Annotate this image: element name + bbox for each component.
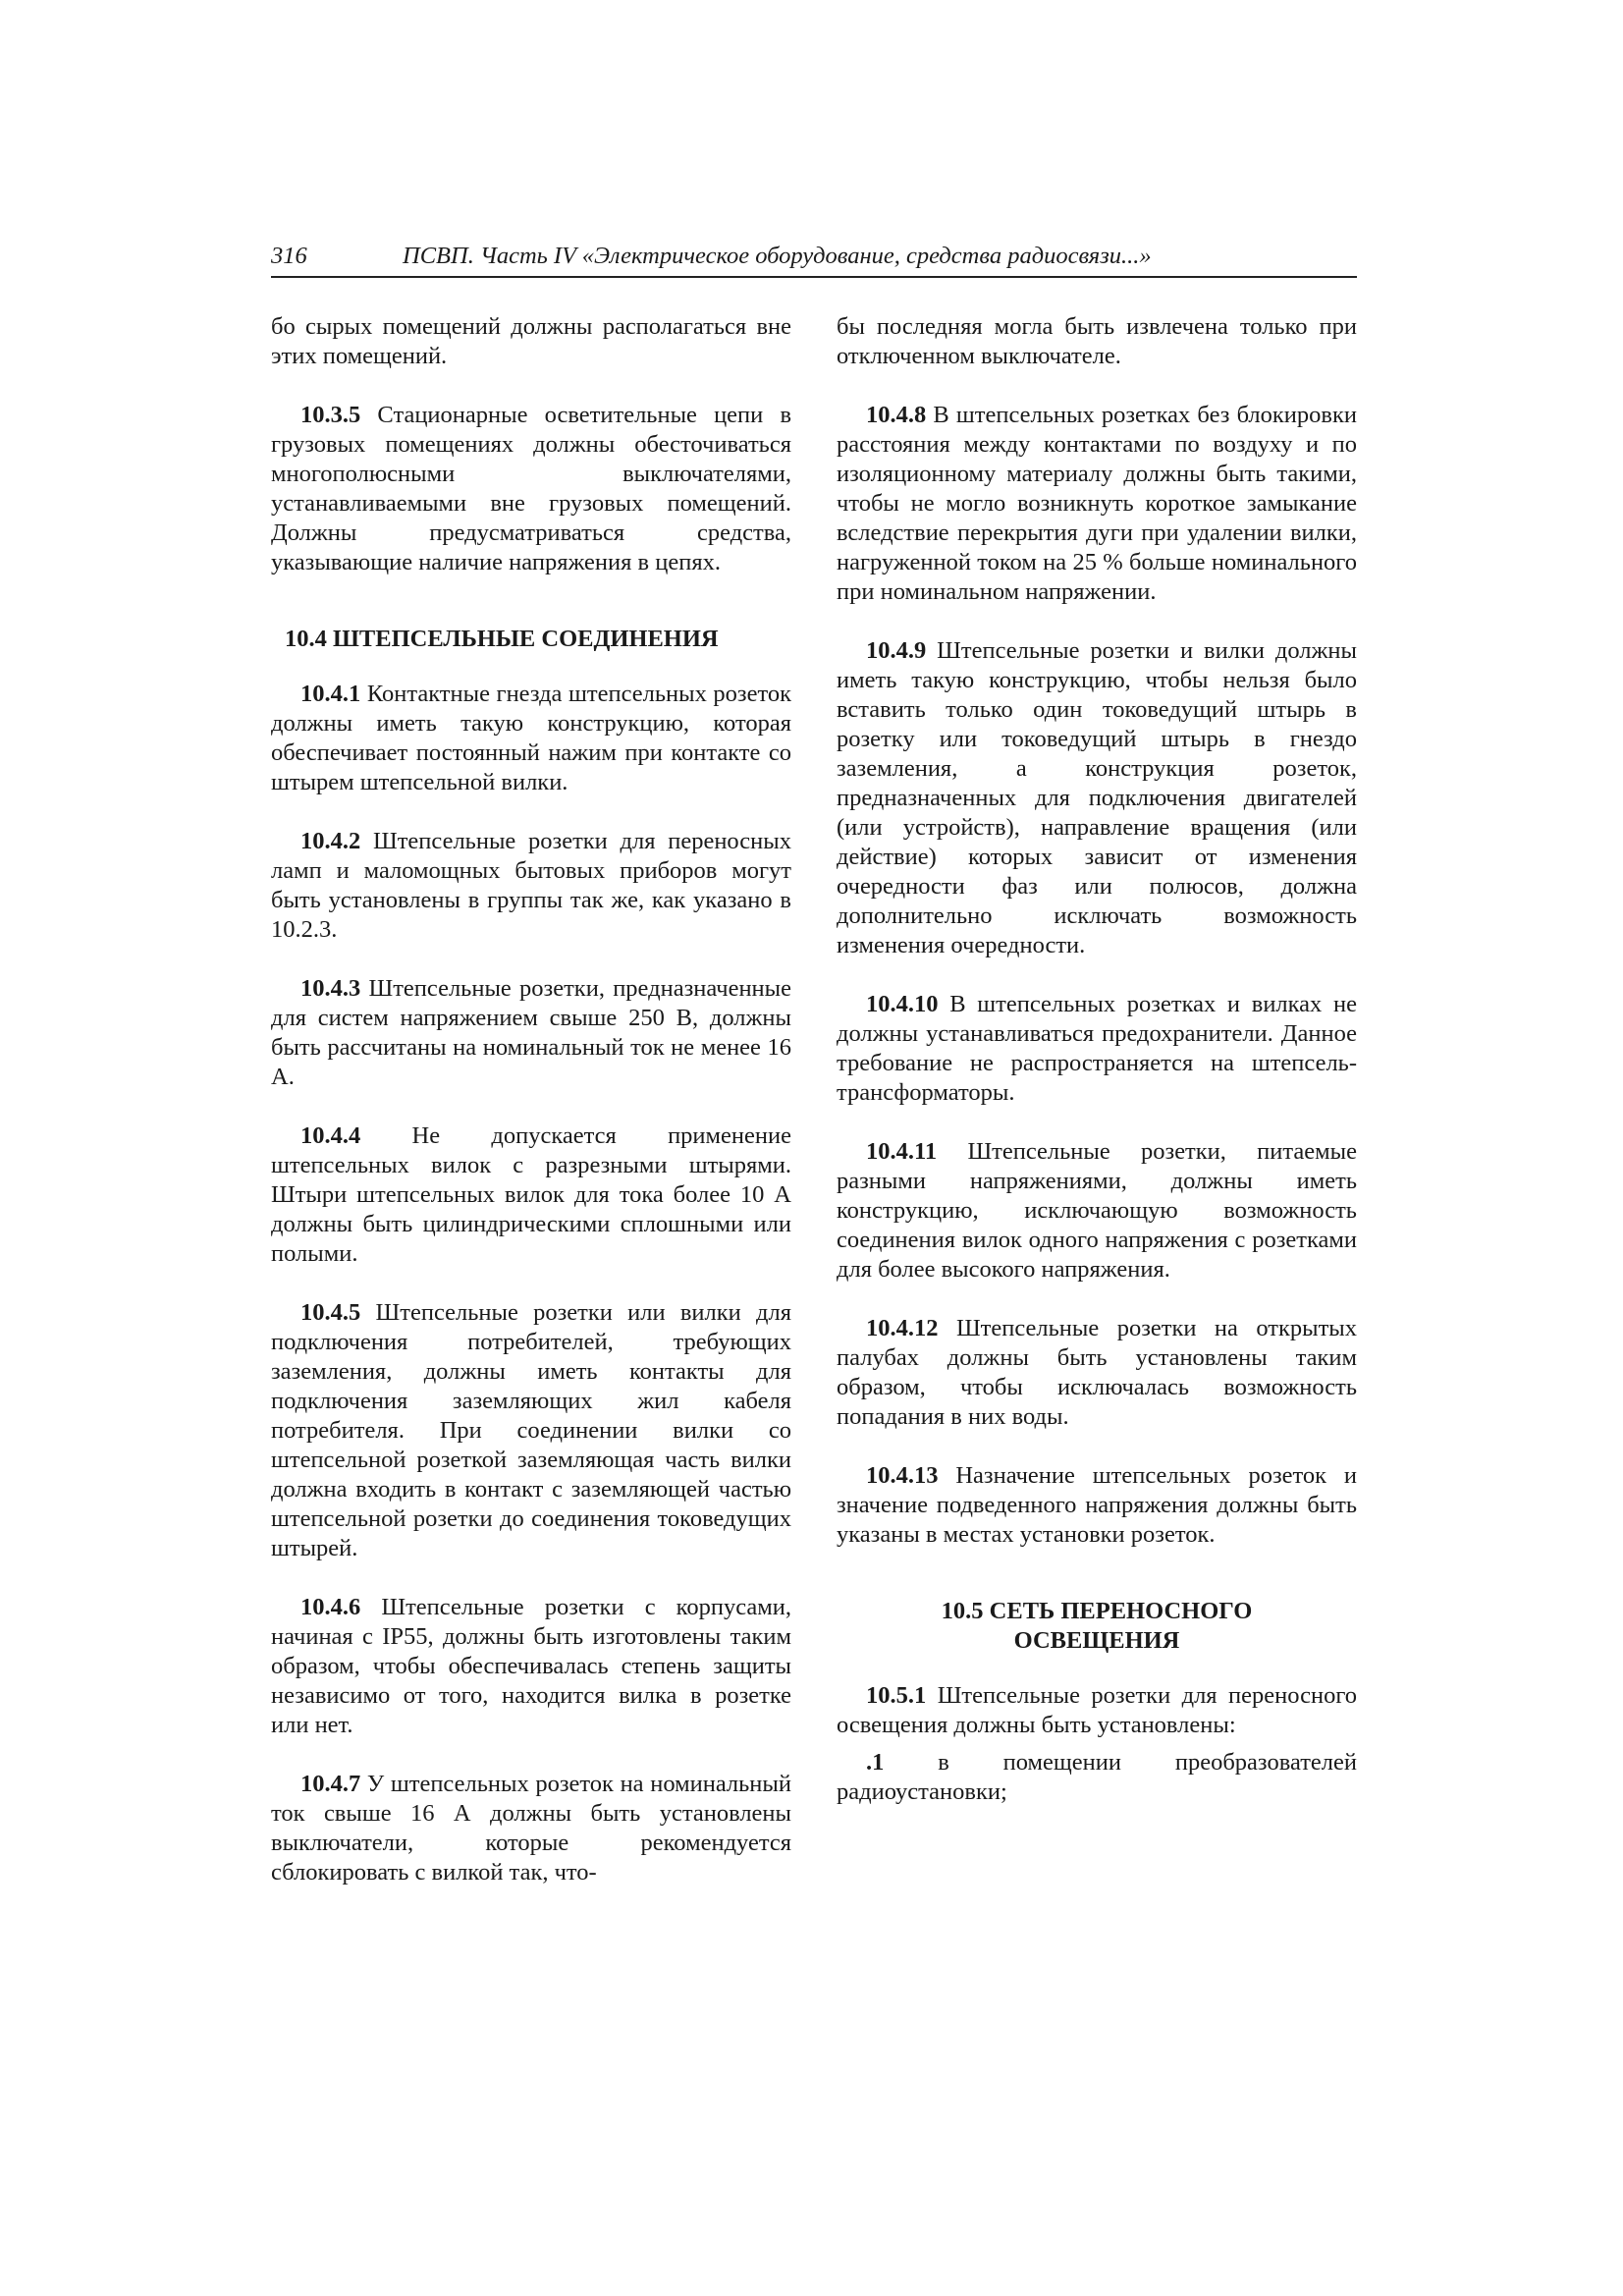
paragraph-text: Штепсельные розетки для переносных ламп и маломощных бытовых приборов могут быть установлены в группы так же, как указано в 10.2.3. xyxy=(271,828,791,943)
paragraph-text: В штепсельных розетках без блокировки расстояния между контактами по воздуху и по изоляционному материалу должны быть такими, чтобы не могло возникнуть короткое замыкание вследствие перекрытия дуги при удалении вилки, нагруженной током на 25 % больше номинального при номинальном напряжении. xyxy=(837,402,1357,605)
paragraph-text: У штепсельных розеток на номинальный ток свыше 16 А должны быть установлены выключатели, которые рекомендуется сблокировать с вилкой так, что- xyxy=(271,1771,791,1886)
item-text: в помещении преобразователей радиоустановки; xyxy=(837,1749,1357,1805)
right-column xyxy=(837,312,1357,1807)
paragraph-text: Штепсельные розетки, предназначенные для систем напряжением свыше 250 В, должны быть рассчитаны на номинальный ток не менее 16 А. xyxy=(271,975,791,1090)
heading-line-1: 10.5 СЕТЬ ПЕРЕНОСНОГО xyxy=(941,1598,1253,1624)
section-heading-10-5 xyxy=(837,1597,1357,1656)
heading-line-2: ОСВЕЩЕНИЯ xyxy=(1013,1627,1180,1654)
clause-number: 10.4.10 xyxy=(866,991,939,1017)
paragraph-10-4-6 xyxy=(271,1593,791,1740)
paragraph-10-4-1 xyxy=(271,680,791,797)
paragraph-10-4-5 xyxy=(271,1298,791,1563)
page-number: 316 xyxy=(271,243,307,269)
paragraph-text: Назначение штепсельных розеток и значение подведенного напряжения должны быть указаны в местах установки розеток. xyxy=(837,1462,1357,1548)
paragraph-10-4-11 xyxy=(837,1137,1357,1285)
paragraph-text: Контактные гнезда штепсельных розеток должны иметь такую конструкцию, которая обеспечивает постоянный нажим при контакте со штырем штепсельной вилки. xyxy=(271,681,792,795)
paragraph-text: Штепсельные розетки или вилки для подключения потребителей, требующих заземления, должны иметь контакты для подключения заземляющих жил кабеля потребителя. При соединении вилки со штепсельной розеткой заземляющая часть вилки должна входить в контакт с заземляющей частью штепсельной розетки до соединения токоведущих штырей. xyxy=(271,1299,792,1561)
paragraph-text: Штепсельные розетки, питаемые разными напряжениями, должны иметь конструкцию, исключающую возможность соединения вилок одного напряжения с розетками для более высокого напряжения. xyxy=(837,1138,1357,1283)
clause-number: 10.4.11 xyxy=(866,1138,938,1165)
clause-number: 10.5.1 xyxy=(866,1682,927,1709)
paragraph-text: Стационарные осветительные цепи в грузовых помещениях должны обесточиваться многополюсными выключателями, устанавливаемыми вне грузовых помещений. Должны предусматриваться средства, указывающие наличие напряжения в цепях. xyxy=(271,402,792,575)
clause-number: 10.4.6 xyxy=(300,1594,361,1620)
clause-number: 10.4.2 xyxy=(300,828,361,854)
paragraph-10-4-7 xyxy=(271,1770,791,1887)
clause-number: 10.4.4 xyxy=(300,1122,361,1149)
list-item-1 xyxy=(837,1748,1357,1807)
clause-number: 10.4.7 xyxy=(300,1771,361,1797)
running-header xyxy=(271,239,1357,278)
paragraph-continued xyxy=(271,312,791,371)
paragraph-text: Штепсельные розетки с корпусами, начиная с IP55, должны быть изготовлены таким образом, чтобы обеспечивалась степень защиты независимо от того, находится вилка в розетке или нет. xyxy=(271,1594,791,1738)
paragraph-10-4-13 xyxy=(837,1461,1357,1550)
paragraph-continued xyxy=(837,312,1357,371)
paragraph-10-4-2 xyxy=(271,827,791,945)
section-heading-10-4: 10.4 ШТЕПСЕЛЬНЫЕ СОЕДИНЕНИЯ xyxy=(285,626,719,652)
paragraph-text: бо сырых помещений должны располагаться вне этих помещений. xyxy=(271,313,791,369)
paragraph-10-3-5 xyxy=(271,401,791,577)
paragraph-text: бы последняя могла быть извлечена только при отключенном выключателе. xyxy=(837,313,1357,369)
clause-number: 10.4.12 xyxy=(866,1315,939,1341)
paragraph-text: В штепсельных розетках и вилках не должны устанавливаться предохранители. Данное требование не распространяется на штепсель-трансформаторы. xyxy=(837,991,1358,1106)
paragraph-10-4-4 xyxy=(271,1121,791,1269)
paragraph-text: Штепсельные розетки на открытых палубах должны быть установлены таким образом, чтобы исключалась возможность попадания в них воды. xyxy=(837,1315,1358,1430)
clause-number: 10.4.1 xyxy=(300,681,361,707)
paragraph-10-5-1 xyxy=(837,1681,1357,1740)
running-title: ПСВП. Часть IV «Электрическое оборудование, средства радиосвязи...» xyxy=(403,243,1152,269)
paragraph-10-4-9 xyxy=(837,636,1357,960)
clause-number: 10.4.3 xyxy=(300,975,361,1002)
paragraph-10-4-10 xyxy=(837,990,1357,1108)
paragraph-text: Штепсельные розетки для переносного освещения должны быть установлены: xyxy=(837,1682,1358,1738)
clause-number: 10.3.5 xyxy=(300,402,361,428)
clause-number: 10.4.9 xyxy=(866,637,927,664)
paragraph-10-4-8 xyxy=(837,401,1357,607)
clause-number: 10.4.8 xyxy=(866,402,927,428)
paragraph-10-4-3 xyxy=(271,974,791,1092)
paragraph-text: Не допускается применение штепсельных вилок с разрезными штырями. Штыри штепсельных вилок для тока более 10 А должны быть цилиндрическими сплошными или полыми. xyxy=(271,1122,792,1267)
clause-number: 10.4.5 xyxy=(300,1299,361,1326)
item-number: .1 xyxy=(866,1749,885,1776)
paragraph-10-4-12 xyxy=(837,1314,1357,1432)
paragraph-text: Штепсельные розетки и вилки должны иметь такую конструкцию, чтобы нельзя было вставить только один токоведущий штырь в розетку или токоведущий штырь в гнездо заземления, а конструкция розеток, предназначенных для подключения двигателей (или устройств), направление вращения (или действие) которых зависит от изменения очередности фаз или полюсов, должна дополнительно исключать возможность изменения очередности. xyxy=(837,637,1357,958)
left-column xyxy=(271,312,791,1887)
clause-number: 10.4.13 xyxy=(866,1462,939,1489)
